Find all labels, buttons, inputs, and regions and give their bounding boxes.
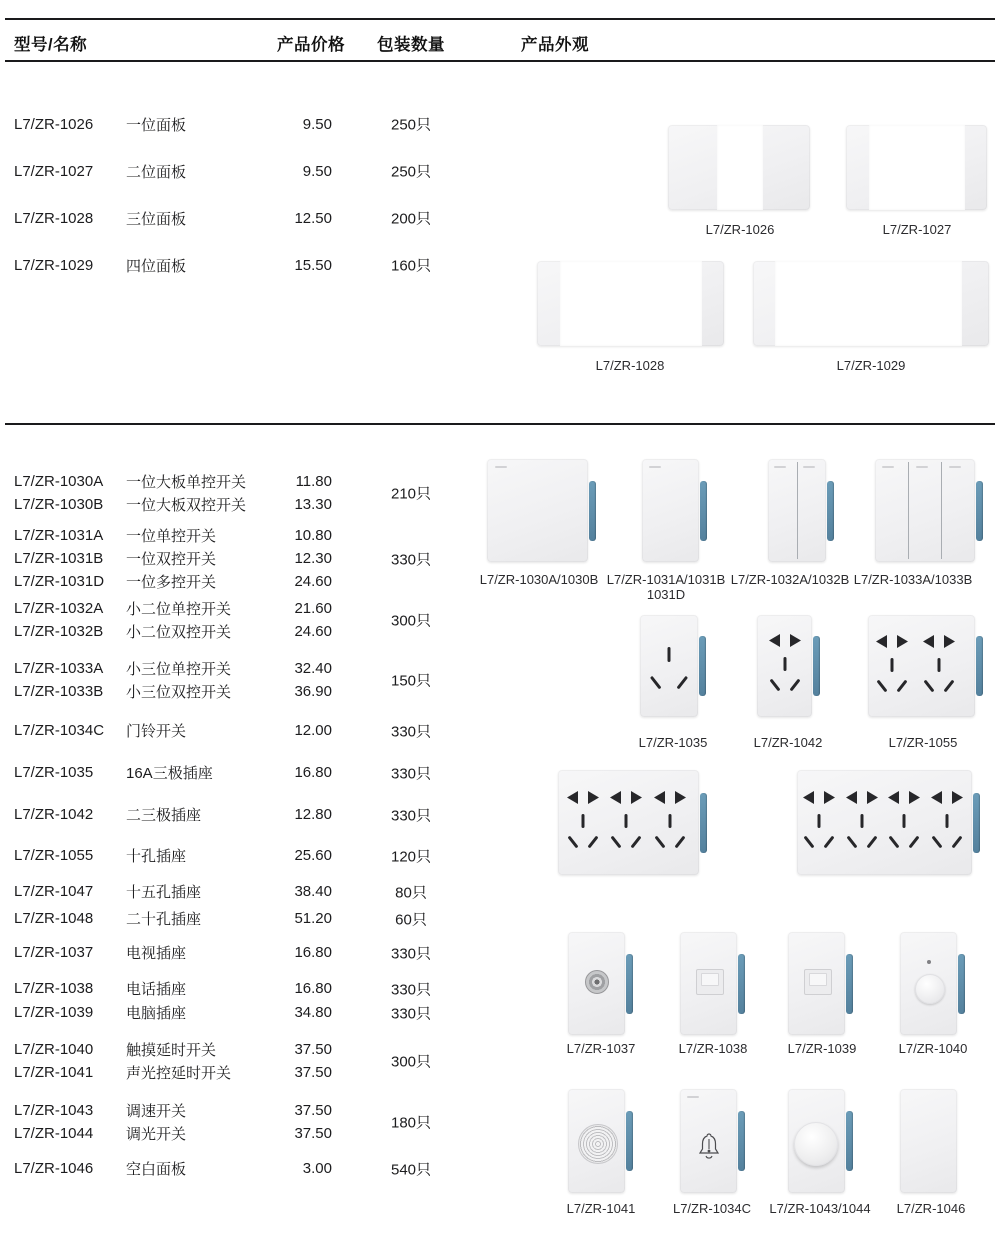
rule-header-bottom xyxy=(5,60,995,62)
led-indicator xyxy=(927,960,931,964)
switch-clip xyxy=(738,1111,745,1171)
model-cell: L7/ZR-1055 xyxy=(14,847,94,864)
image-caption: L7/ZR-1027 xyxy=(882,222,952,237)
switch-clip xyxy=(699,636,706,696)
product-group xyxy=(14,253,460,277)
product-image-1043-1044 xyxy=(788,1089,845,1193)
doorbell-icon xyxy=(696,1131,722,1161)
model-cell: L7/ZR-1041 xyxy=(14,1064,94,1081)
model-cell: L7/ZR-1044 xyxy=(14,1125,94,1142)
qty-cell: 330只 xyxy=(390,551,432,568)
caption-line: L7/ZR-1031A/1031B xyxy=(606,572,726,587)
price-cell: 16.80 xyxy=(294,980,332,997)
panel-window xyxy=(775,261,962,346)
model-cell: L7/ZR-1032A xyxy=(14,600,104,617)
brand-mark xyxy=(649,466,661,468)
qty-cell: 250只 xyxy=(390,116,432,134)
price-cell: 15.50 xyxy=(294,256,332,274)
gang-divider xyxy=(908,462,909,559)
product-image-1040 xyxy=(900,932,957,1035)
rule-top xyxy=(5,18,995,20)
model-cell: L7/ZR-1037 xyxy=(14,944,94,961)
qty-cell: 330只 xyxy=(390,807,432,824)
product-group xyxy=(14,206,460,230)
price-cell: 51.20 xyxy=(294,910,332,927)
model-cell: L7/ZR-1035 xyxy=(14,764,94,781)
name-cell: 电话插座 xyxy=(126,981,187,998)
product-group xyxy=(14,470,460,516)
image-caption: L7/ZR-1041 xyxy=(566,1201,636,1216)
product-image-1033 xyxy=(875,459,975,562)
five-hole-socket-icon xyxy=(652,790,688,854)
price-cell: 32.40 xyxy=(294,660,332,677)
image-caption: L7/ZR-1030A/1030B xyxy=(479,572,599,587)
switch-clip xyxy=(976,481,983,541)
coax-connector-icon xyxy=(585,970,609,994)
panel-window xyxy=(869,125,965,210)
product-image-1027 xyxy=(846,125,987,210)
five-hole-socket-icon xyxy=(608,790,644,854)
model-cell: L7/ZR-1040 xyxy=(14,1041,94,1058)
product-group xyxy=(14,719,460,742)
image-caption: L7/ZR-1035 xyxy=(638,735,708,750)
product-row xyxy=(14,570,460,593)
name-cell: 触摸延时开关 xyxy=(126,1042,217,1059)
image-caption: L7/ZR-1046 xyxy=(896,1201,966,1216)
name-cell: 调速开关 xyxy=(126,1103,187,1120)
product-image-1029 xyxy=(753,261,989,346)
product-image-1035 xyxy=(640,615,698,717)
qty-cell: 300只 xyxy=(390,1053,432,1071)
switch-clip xyxy=(827,481,834,541)
name-cell: 一位单控开关 xyxy=(126,528,217,545)
model-cell: L7/ZR-1046 xyxy=(14,1160,94,1177)
image-caption: L7/ZR-1033A/1033B xyxy=(853,572,973,587)
qty-cell: 60只 xyxy=(395,911,427,928)
product-image-1030 xyxy=(487,459,588,562)
qty-cell: 80只 xyxy=(395,884,427,901)
switch-clip xyxy=(626,954,633,1014)
image-caption: L7/ZR-1042 xyxy=(753,735,823,750)
switch-clip xyxy=(626,1111,633,1171)
model-cell: L7/ZR-1033B xyxy=(14,683,104,700)
image-caption: L7/ZR-1032A/1032B xyxy=(730,572,850,587)
name-cell: 调光开关 xyxy=(126,1126,187,1143)
product-image-1038 xyxy=(680,932,737,1035)
qty-cell: 210只 xyxy=(390,485,432,503)
qty-cell: 330只 xyxy=(390,723,432,740)
name-cell: 空白面板 xyxy=(126,1161,187,1178)
product-image-1032 xyxy=(768,459,826,562)
qty-cell: 540只 xyxy=(390,1161,432,1178)
price-cell: 36.90 xyxy=(294,683,332,700)
qty-cell: 250只 xyxy=(390,163,432,181)
rotary-knob-icon xyxy=(794,1122,838,1166)
name-cell: 一位双控开关 xyxy=(126,551,217,568)
model-cell: L7/ZR-1029 xyxy=(14,256,94,274)
five-hole-socket-icon xyxy=(929,790,965,854)
price-cell: 38.40 xyxy=(294,883,332,900)
network-jack-icon xyxy=(804,969,832,995)
product-image-1047 xyxy=(558,770,699,875)
touch-button-icon xyxy=(915,974,945,1004)
price-cell: 9.50 xyxy=(302,162,332,180)
product-image-1039 xyxy=(788,932,845,1035)
name-cell: 三位面板 xyxy=(126,210,187,228)
panel-window xyxy=(560,261,702,346)
qty-cell: 150只 xyxy=(390,672,432,690)
name-cell: 小三位单控开关 xyxy=(126,661,232,678)
qty-cell: 330只 xyxy=(390,945,432,962)
three-pin-socket-icon xyxy=(641,647,697,693)
image-caption: L7/ZR-1040 xyxy=(898,1041,968,1056)
switch-clip xyxy=(976,636,983,696)
model-cell: L7/ZR-1042 xyxy=(14,806,94,823)
image-caption: L7/ZR-1028 xyxy=(595,358,665,373)
speaker-grille-icon xyxy=(578,1124,618,1164)
price-cell: 37.50 xyxy=(294,1064,332,1081)
product-image-1055 xyxy=(868,615,975,717)
caption-line: 1031D xyxy=(646,587,686,602)
image-caption: L7/ZR-1029 xyxy=(836,358,906,373)
brand-mark xyxy=(803,466,815,468)
switch-clip xyxy=(589,481,596,541)
product-group xyxy=(14,524,460,593)
qty-cell: 330只 xyxy=(390,765,432,782)
product-group xyxy=(14,761,460,784)
gang-divider xyxy=(797,462,798,559)
brand-mark xyxy=(882,466,894,468)
image-caption: L7/ZR-1043/1044 xyxy=(769,1201,871,1216)
product-group xyxy=(14,880,460,903)
name-cell: 小二位双控开关 xyxy=(126,624,232,641)
brand-mark xyxy=(774,466,786,468)
price-cell: 24.60 xyxy=(294,573,332,590)
model-cell: L7/ZR-1034C xyxy=(14,722,105,739)
five-hole-socket-icon xyxy=(801,790,837,854)
qty-cell: 200只 xyxy=(390,210,432,228)
qty-cell: 330只 xyxy=(390,1005,432,1022)
name-cell: 二十孔插座 xyxy=(126,911,202,928)
model-cell: L7/ZR-1031A xyxy=(14,527,104,544)
name-cell: 电视插座 xyxy=(126,945,187,962)
switch-clip xyxy=(973,793,980,853)
price-cell: 3.00 xyxy=(302,1160,332,1177)
name-cell: 十五孔插座 xyxy=(126,884,202,901)
price-cell: 10.80 xyxy=(294,527,332,544)
qty-cell: 180只 xyxy=(390,1114,432,1132)
model-cell: L7/ZR-1030B xyxy=(14,496,104,513)
price-cell: 25.60 xyxy=(294,847,332,864)
product-group xyxy=(14,1157,460,1180)
name-cell: 16A三极插座 xyxy=(126,765,213,782)
product-group xyxy=(14,844,460,867)
name-cell: 小二位单控开关 xyxy=(126,601,232,618)
name-cell: 声光控延时开关 xyxy=(126,1065,232,1082)
price-cell: 37.50 xyxy=(294,1102,332,1119)
name-cell: 一位大板双控开关 xyxy=(126,497,247,514)
price-cell: 21.60 xyxy=(294,600,332,617)
model-cell: L7/ZR-1047 xyxy=(14,883,94,900)
image-caption: L7/ZR-1038 xyxy=(678,1041,748,1056)
model-cell: L7/ZR-1027 xyxy=(14,162,94,180)
product-image-1028 xyxy=(537,261,724,346)
product-group xyxy=(14,941,460,964)
brand-mark xyxy=(495,466,507,468)
image-caption: L7/ZR-1037 xyxy=(566,1041,636,1056)
price-cell: 12.50 xyxy=(294,209,332,227)
product-image-1042 xyxy=(757,615,812,717)
name-cell: 一位面板 xyxy=(126,116,187,134)
price-cell: 9.50 xyxy=(302,115,332,133)
model-cell: L7/ZR-1033A xyxy=(14,660,104,677)
qty-cell: 330只 xyxy=(390,981,432,998)
header-appearance: 产品外观 xyxy=(521,36,589,54)
product-group xyxy=(14,803,460,826)
product-group xyxy=(14,1099,460,1145)
price-cell: 11.80 xyxy=(295,473,332,490)
product-group xyxy=(14,1038,460,1084)
price-cell: 37.50 xyxy=(294,1041,332,1058)
qty-cell: 160只 xyxy=(390,257,432,275)
model-cell: L7/ZR-1026 xyxy=(14,115,94,133)
model-cell: L7/ZR-1031D xyxy=(14,573,105,590)
product-group xyxy=(14,159,460,183)
model-cell: L7/ZR-1038 xyxy=(14,980,94,997)
product-group xyxy=(14,657,460,703)
switch-clip xyxy=(700,793,707,853)
name-cell: 四位面板 xyxy=(126,257,187,275)
name-cell: 一位多控开关 xyxy=(126,574,217,591)
qty-cell: 300只 xyxy=(390,612,432,630)
product-group xyxy=(14,1001,460,1024)
model-cell: L7/ZR-1039 xyxy=(14,1004,94,1021)
image-caption: L7/ZR-1034C xyxy=(672,1201,752,1216)
name-cell: 门铃开关 xyxy=(126,723,187,740)
brand-mark xyxy=(916,466,928,468)
image-caption: L7/ZR-1055 xyxy=(888,735,958,750)
switch-clip xyxy=(700,481,707,541)
price-cell: 12.00 xyxy=(294,722,332,739)
image-caption: L7/ZR-1039 xyxy=(787,1041,857,1056)
gang-divider xyxy=(941,462,942,559)
product-image-1034c xyxy=(680,1089,737,1193)
name-cell: 电脑插座 xyxy=(126,1005,187,1022)
model-cell: L7/ZR-1031B xyxy=(14,550,104,567)
panel-window xyxy=(717,125,763,210)
product-group xyxy=(14,597,460,643)
price-cell: 12.80 xyxy=(294,806,332,823)
product-group xyxy=(14,977,460,1000)
switch-clip xyxy=(958,954,965,1014)
model-cell: L7/ZR-1028 xyxy=(14,209,94,227)
switch-clip xyxy=(846,1111,853,1171)
price-cell: 37.50 xyxy=(294,1125,332,1142)
name-cell: 小三位双控开关 xyxy=(126,684,232,701)
five-hole-socket-icon xyxy=(767,633,803,697)
price-cell: 34.80 xyxy=(294,1004,332,1021)
product-image-1046 xyxy=(900,1089,957,1193)
five-hole-socket-icon xyxy=(886,790,922,854)
price-cell: 13.30 xyxy=(294,496,332,513)
switch-clip xyxy=(813,636,820,696)
brand-mark xyxy=(949,466,961,468)
five-hole-socket-icon xyxy=(844,790,880,854)
model-cell: L7/ZR-1048 xyxy=(14,910,94,927)
header-quantity: 包装数量 xyxy=(377,36,445,54)
product-group xyxy=(14,112,460,136)
five-hole-socket-icon xyxy=(874,634,910,698)
qty-cell: 120只 xyxy=(390,848,432,865)
image-caption: L7/ZR-1026 xyxy=(705,222,775,237)
product-row xyxy=(14,524,460,547)
product-image-1031 xyxy=(642,459,699,562)
product-group xyxy=(14,907,460,930)
section-divider xyxy=(5,423,995,425)
header-model-name: 型号/名称 xyxy=(14,36,88,54)
name-cell: 二三极插座 xyxy=(126,807,202,824)
price-cell: 16.80 xyxy=(294,764,332,781)
header-price: 产品价格 xyxy=(277,36,345,54)
brand-mark xyxy=(687,1096,699,1098)
product-image-1037 xyxy=(568,932,625,1035)
switch-clip xyxy=(846,954,853,1014)
name-cell: 二位面板 xyxy=(126,163,187,181)
product-image-1048 xyxy=(797,770,972,875)
model-cell: L7/ZR-1030A xyxy=(14,473,104,490)
name-cell: 十孔插座 xyxy=(126,848,187,865)
name-cell: 一位大板单控开关 xyxy=(126,474,247,491)
model-cell: L7/ZR-1043 xyxy=(14,1102,94,1119)
switch-clip xyxy=(738,954,745,1014)
price-cell: 16.80 xyxy=(294,944,332,961)
phone-jack-icon xyxy=(696,969,724,995)
price-cell: 24.60 xyxy=(294,623,332,640)
price-cell: 12.30 xyxy=(294,550,332,567)
five-hole-socket-icon xyxy=(921,634,957,698)
model-cell: L7/ZR-1032B xyxy=(14,623,104,640)
product-image-1026 xyxy=(668,125,810,210)
five-hole-socket-icon xyxy=(565,790,601,854)
product-image-1041 xyxy=(568,1089,625,1193)
